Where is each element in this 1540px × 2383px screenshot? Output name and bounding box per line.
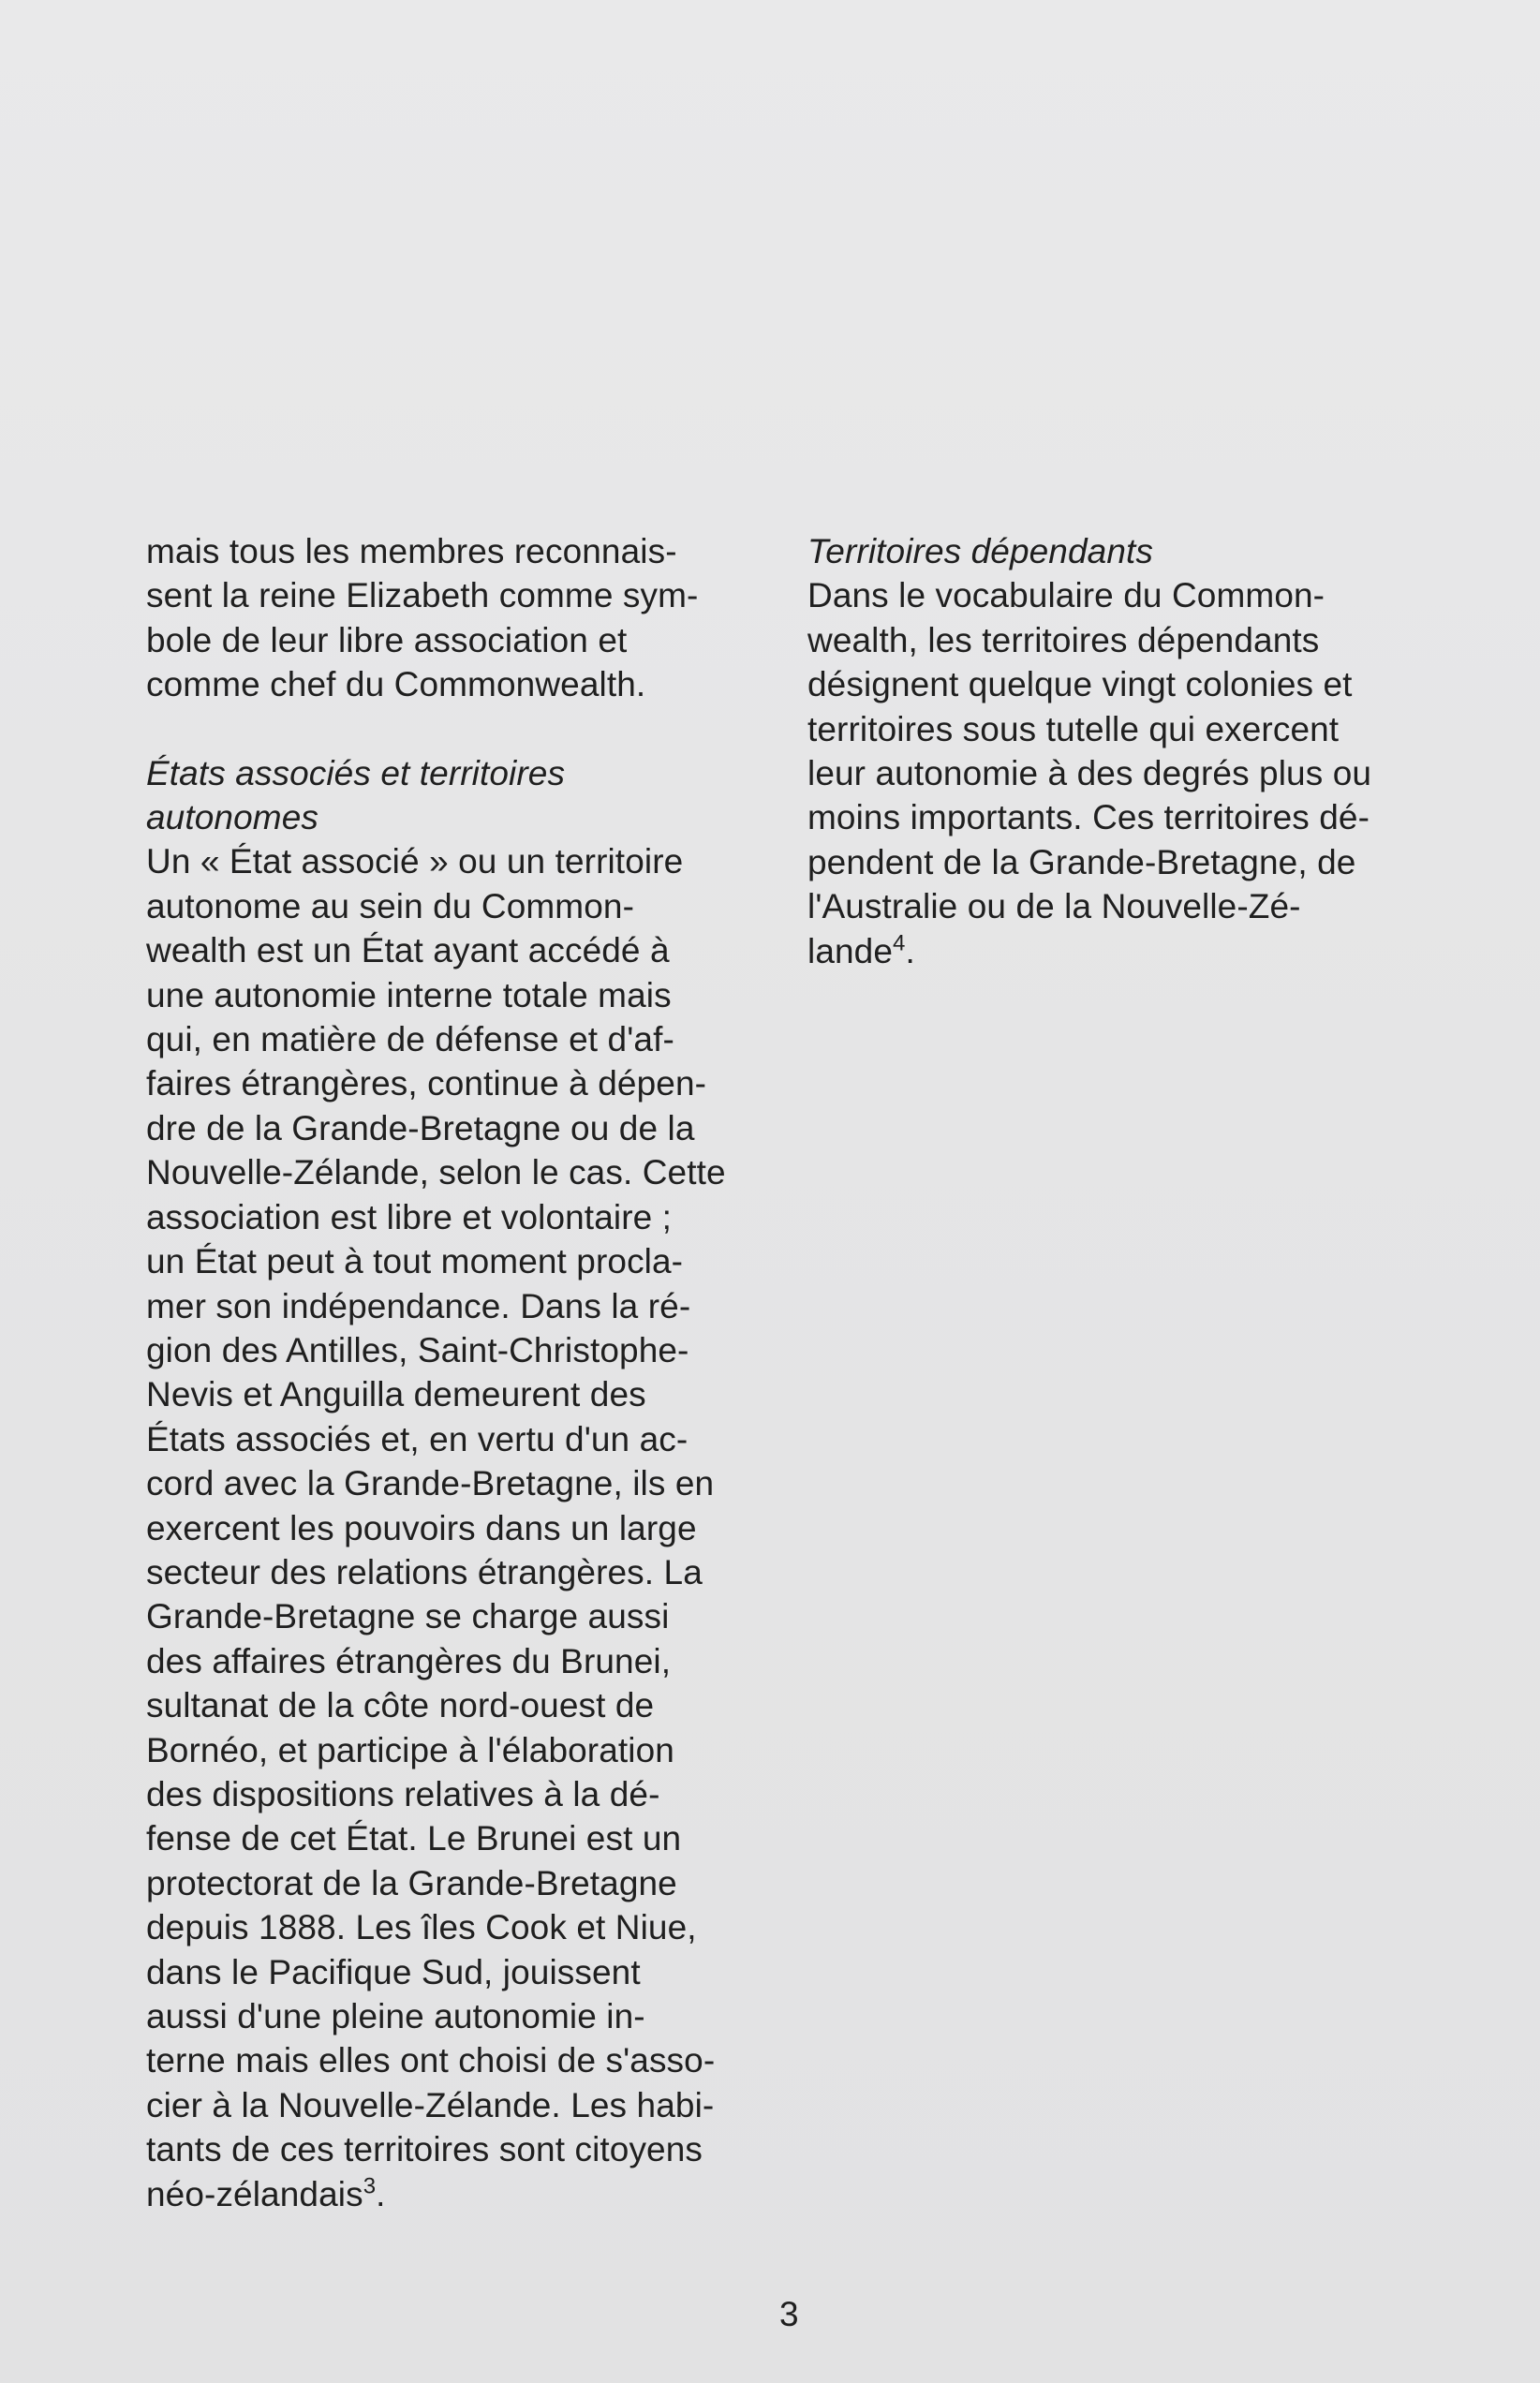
text-line: faires étrangères, continue à dépen- <box>146 1064 707 1103</box>
text-line: cord avec la Grande-Bretagne, ils en <box>146 1464 715 1503</box>
footnote-marker: 4 <box>893 930 906 956</box>
text-line: États associés et, en vertu d'un ac- <box>146 1419 689 1458</box>
text-line: wealth est un État ayant accédé à <box>146 931 670 970</box>
text-fragment: . <box>905 931 915 970</box>
text-line: dans le Pacifique Sud, jouissent <box>146 1952 641 1991</box>
text-line: des dispositions relatives à la dé- <box>146 1774 660 1813</box>
text-line: Grande-Bretagne se charge aussi <box>146 1597 670 1636</box>
text-line: sent la reine Elizabeth comme sym- <box>146 576 699 615</box>
text-line: l'Australie ou de la Nouvelle-Zé- <box>807 887 1301 926</box>
section-heading-associated-states <box>146 751 783 840</box>
text-line: Bornéo, et participe à l'élaboration <box>146 1730 674 1769</box>
paragraph-gap <box>146 707 783 751</box>
text-line: terne mais elles ont choisi de s'asso- <box>146 2041 716 2080</box>
text-line: dre de la Grande-Bretagne ou de la <box>146 1108 695 1147</box>
text-line: mer son indépendance. Dans la ré- <box>146 1286 691 1325</box>
text-line: Dans le vocabulaire du Common- <box>807 576 1325 615</box>
text-line: fense de cet État. Le Brunei est un <box>146 1819 682 1858</box>
text-line: pendent de la Grande-Bretagne, de <box>807 842 1356 881</box>
page-number: 3 <box>779 2295 799 2333</box>
text-line: territoires sous tutelle qui exercent <box>807 709 1340 748</box>
text-line: autonome au sein du Common- <box>146 886 634 925</box>
dependent-territories-paragraph <box>807 573 1454 973</box>
text-line: bole de leur libre association et <box>146 620 628 659</box>
text-line: exercent les pouvoirs dans un large <box>146 1508 697 1547</box>
heading-line: autonomes <box>146 798 318 837</box>
footnote-marker: 3 <box>363 2173 377 2199</box>
right-text-column <box>807 529 1454 973</box>
section-heading-dependent-territories: Territoires dépendants <box>807 532 1154 570</box>
text-line: Nevis et Anguilla demeurent des <box>146 1375 646 1414</box>
associated-states-paragraph <box>146 839 783 2216</box>
text-line: comme chef du Commonwealth. <box>146 665 646 704</box>
text-line-last <box>807 929 1454 973</box>
text-line: secteur des relations étrangères. La <box>146 1552 703 1591</box>
heading-line: États associés et territoires <box>146 753 566 792</box>
text-line-last <box>146 2172 783 2216</box>
text-line: protectorat de la Grande-Bretagne <box>146 1863 677 1902</box>
text-line: une autonomie interne totale mais <box>146 975 672 1014</box>
text-line: aussi d'une pleine autonomie in- <box>146 1997 645 2035</box>
text-fragment: . <box>376 2174 386 2213</box>
text-line: leur autonomie à des degrés plus ou <box>807 754 1372 793</box>
text-line: cier à la Nouvelle-Zélande. Les habi- <box>146 2085 715 2124</box>
left-text-column <box>146 529 783 2216</box>
text-line: tants de ces territoires sont citoyens <box>146 2130 703 2169</box>
text-line: moins importants. Ces territoires dé- <box>807 798 1370 837</box>
text-line: association est libre et volontaire ; <box>146 1197 673 1236</box>
text-line: des affaires étrangères du Brunei, <box>146 1641 672 1680</box>
text-line: sultanat de la côte nord-ouest de <box>146 1686 655 1725</box>
text-line: wealth, les territoires dépendants <box>807 620 1320 659</box>
text-line: Un « État associé » ou un territoire <box>146 842 684 881</box>
text-line: un État peut à tout moment procla- <box>146 1242 684 1281</box>
text-line: qui, en matière de défense et d'af- <box>146 1020 674 1059</box>
text-line: gion des Antilles, Saint-Christophe- <box>146 1330 689 1369</box>
text-fragment: néo-zélandais <box>146 2174 363 2213</box>
text-fragment: lande <box>807 931 894 970</box>
text-line: mais tous les membres reconnais- <box>146 532 677 570</box>
intro-paragraph <box>146 529 783 707</box>
text-line: depuis 1888. Les îles Cook et Niue, <box>146 1908 697 1947</box>
text-line: Nouvelle-Zélande, selon le cas. Cette <box>146 1153 726 1192</box>
text-line: désignent quelque vingt colonies et <box>807 665 1353 704</box>
